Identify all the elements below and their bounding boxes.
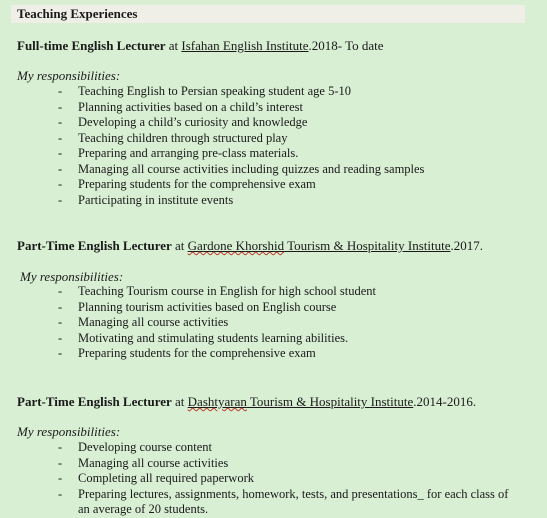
job-dates: .2018- To date: [308, 38, 384, 53]
responsibilities-label: My responsibilities:: [20, 269, 124, 284]
section-header: [11, 5, 525, 23]
job-dates: .2017.: [450, 238, 483, 253]
job-at: at: [175, 238, 185, 253]
job-place: Dashtyaran Tourism & Hospitality Institute: [187, 394, 414, 409]
job-title-line: [17, 38, 384, 54]
job-at: at: [175, 394, 185, 409]
job-role: Full-time English Lecturer: [17, 38, 166, 53]
job-title-line: [17, 394, 476, 410]
responsibilities-label: My responsibilities:: [17, 68, 121, 83]
job-place: Gardone Khorshid Tourism & Hospitality Institute: [187, 238, 451, 253]
job-place: Isfahan English Institute: [181, 38, 309, 53]
responsibilities-label: My responsibilities:: [17, 424, 121, 439]
job-at: at: [168, 38, 179, 53]
section-title: Teaching Experiences: [17, 6, 138, 21]
job-title-line: [17, 238, 483, 254]
job-dates: .2014-2016.: [413, 394, 477, 409]
job-role: Part-Time English Lecturer: [17, 394, 172, 409]
job-role: Part-Time English Lecturer: [17, 238, 172, 253]
